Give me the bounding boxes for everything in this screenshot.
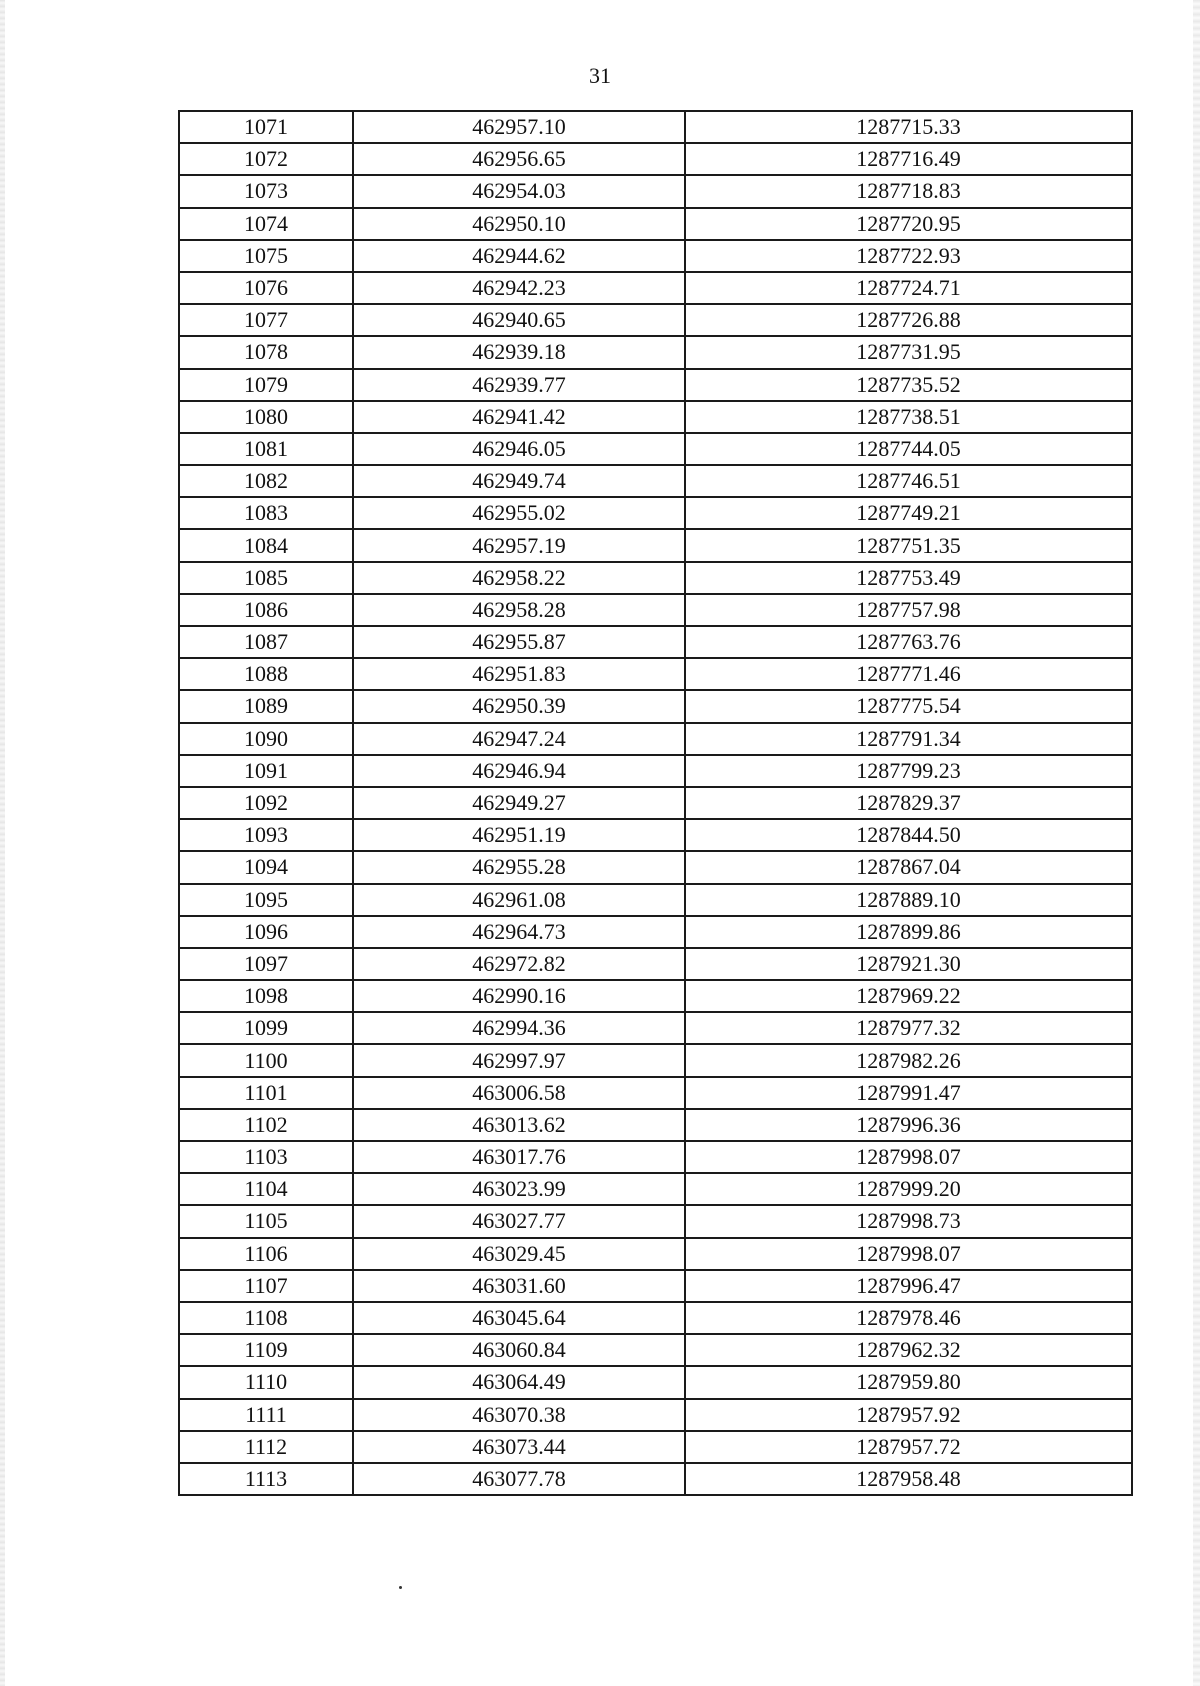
x-coordinate-cell: 462961.08 bbox=[353, 884, 685, 916]
y-coordinate-cell: 1287775.54 bbox=[685, 690, 1132, 722]
y-coordinate-cell: 1287763.76 bbox=[685, 626, 1132, 658]
table-row bbox=[179, 690, 1132, 722]
point-number-cell: 1078 bbox=[179, 336, 353, 368]
table-row bbox=[179, 208, 1132, 240]
point-number-cell: 1089 bbox=[179, 690, 353, 722]
x-coordinate-cell: 462964.73 bbox=[353, 916, 685, 948]
point-number-cell: 1073 bbox=[179, 175, 353, 207]
x-coordinate-cell: 462951.83 bbox=[353, 658, 685, 690]
point-number-cell: 1092 bbox=[179, 787, 353, 819]
x-coordinate-cell: 462951.19 bbox=[353, 819, 685, 851]
point-number-cell: 1107 bbox=[179, 1270, 353, 1302]
y-coordinate-cell: 1287921.30 bbox=[685, 948, 1132, 980]
page-number: 31 bbox=[589, 63, 611, 88]
table-row bbox=[179, 1302, 1132, 1334]
y-coordinate-cell: 1287959.80 bbox=[685, 1366, 1132, 1398]
x-coordinate-cell: 463060.84 bbox=[353, 1334, 685, 1366]
table-row bbox=[179, 658, 1132, 690]
x-coordinate-cell: 462955.87 bbox=[353, 626, 685, 658]
y-coordinate-cell: 1287746.51 bbox=[685, 465, 1132, 497]
table-row bbox=[179, 1077, 1132, 1109]
x-coordinate-cell: 462949.74 bbox=[353, 465, 685, 497]
point-number-cell: 1081 bbox=[179, 433, 353, 465]
point-number-cell: 1083 bbox=[179, 497, 353, 529]
point-number-cell: 1111 bbox=[179, 1399, 353, 1431]
x-coordinate-cell: 462946.94 bbox=[353, 755, 685, 787]
table-row bbox=[179, 304, 1132, 336]
x-coordinate-cell: 462955.02 bbox=[353, 497, 685, 529]
table-row bbox=[179, 819, 1132, 851]
y-coordinate-cell: 1287716.49 bbox=[685, 143, 1132, 175]
x-coordinate-cell: 462994.36 bbox=[353, 1012, 685, 1044]
x-coordinate-cell: 462949.27 bbox=[353, 787, 685, 819]
y-coordinate-cell: 1287751.35 bbox=[685, 529, 1132, 561]
point-number-cell: 1096 bbox=[179, 916, 353, 948]
table-row bbox=[179, 562, 1132, 594]
y-coordinate-cell: 1287998.07 bbox=[685, 1238, 1132, 1270]
table-row bbox=[179, 240, 1132, 272]
x-coordinate-cell: 463073.44 bbox=[353, 1431, 685, 1463]
x-coordinate-cell: 463023.99 bbox=[353, 1173, 685, 1205]
y-coordinate-cell: 1287957.92 bbox=[685, 1399, 1132, 1431]
x-coordinate-cell: 462957.19 bbox=[353, 529, 685, 561]
point-number-cell: 1106 bbox=[179, 1238, 353, 1270]
x-coordinate-cell: 462954.03 bbox=[353, 175, 685, 207]
table-row bbox=[179, 1173, 1132, 1205]
point-number-cell: 1095 bbox=[179, 884, 353, 916]
table-row bbox=[179, 433, 1132, 465]
point-number-cell: 1086 bbox=[179, 594, 353, 626]
x-coordinate-cell: 463006.58 bbox=[353, 1077, 685, 1109]
x-coordinate-cell: 462958.28 bbox=[353, 594, 685, 626]
y-coordinate-cell: 1287791.34 bbox=[685, 723, 1132, 755]
x-coordinate-cell: 462941.42 bbox=[353, 401, 685, 433]
point-number-cell: 1088 bbox=[179, 658, 353, 690]
table-row bbox=[179, 175, 1132, 207]
table-row bbox=[179, 336, 1132, 368]
point-number-cell: 1093 bbox=[179, 819, 353, 851]
y-coordinate-cell: 1287715.33 bbox=[685, 111, 1132, 143]
table-row bbox=[179, 884, 1132, 916]
y-coordinate-cell: 1287829.37 bbox=[685, 787, 1132, 819]
table-row bbox=[179, 1141, 1132, 1173]
x-coordinate-cell: 462990.16 bbox=[353, 980, 685, 1012]
table-row bbox=[179, 723, 1132, 755]
table-row bbox=[179, 401, 1132, 433]
y-coordinate-cell: 1287957.72 bbox=[685, 1431, 1132, 1463]
point-number-cell: 1087 bbox=[179, 626, 353, 658]
coordinate-table-body bbox=[179, 111, 1132, 1495]
x-coordinate-cell: 463017.76 bbox=[353, 1141, 685, 1173]
y-coordinate-cell: 1287738.51 bbox=[685, 401, 1132, 433]
y-coordinate-cell: 1287958.48 bbox=[685, 1463, 1132, 1495]
y-coordinate-cell: 1287982.26 bbox=[685, 1044, 1132, 1076]
point-number-cell: 1098 bbox=[179, 980, 353, 1012]
x-coordinate-cell: 462956.65 bbox=[353, 143, 685, 175]
x-coordinate-cell: 462972.82 bbox=[353, 948, 685, 980]
table-row bbox=[179, 1044, 1132, 1076]
y-coordinate-cell: 1287844.50 bbox=[685, 819, 1132, 851]
y-coordinate-cell: 1287998.07 bbox=[685, 1141, 1132, 1173]
table-row bbox=[179, 851, 1132, 883]
coordinate-table bbox=[178, 110, 1133, 1496]
table-row bbox=[179, 755, 1132, 787]
y-coordinate-cell: 1287991.47 bbox=[685, 1077, 1132, 1109]
x-coordinate-cell: 462939.77 bbox=[353, 369, 685, 401]
point-number-cell: 1094 bbox=[179, 851, 353, 883]
table-row bbox=[179, 1238, 1132, 1270]
x-coordinate-cell: 463045.64 bbox=[353, 1302, 685, 1334]
point-number-cell: 1074 bbox=[179, 208, 353, 240]
point-number-cell: 1077 bbox=[179, 304, 353, 336]
point-number-cell: 1082 bbox=[179, 465, 353, 497]
point-number-cell: 1104 bbox=[179, 1173, 353, 1205]
y-coordinate-cell: 1287799.23 bbox=[685, 755, 1132, 787]
table-row bbox=[179, 1205, 1132, 1237]
point-number-cell: 1079 bbox=[179, 369, 353, 401]
scan-edge-left bbox=[0, 0, 5, 1686]
x-coordinate-cell: 462942.23 bbox=[353, 272, 685, 304]
x-coordinate-cell: 462958.22 bbox=[353, 562, 685, 594]
x-coordinate-cell: 463027.77 bbox=[353, 1205, 685, 1237]
y-coordinate-cell: 1287757.98 bbox=[685, 594, 1132, 626]
point-number-cell: 1112 bbox=[179, 1431, 353, 1463]
table-row bbox=[179, 1012, 1132, 1044]
y-coordinate-cell: 1287753.49 bbox=[685, 562, 1132, 594]
y-coordinate-cell: 1287978.46 bbox=[685, 1302, 1132, 1334]
table-row bbox=[179, 1270, 1132, 1302]
table-row bbox=[179, 1463, 1132, 1495]
table-row bbox=[179, 497, 1132, 529]
point-number-cell: 1103 bbox=[179, 1141, 353, 1173]
table-row bbox=[179, 594, 1132, 626]
x-coordinate-cell: 462946.05 bbox=[353, 433, 685, 465]
table-row bbox=[179, 1431, 1132, 1463]
y-coordinate-cell: 1287996.47 bbox=[685, 1270, 1132, 1302]
y-coordinate-cell: 1287726.88 bbox=[685, 304, 1132, 336]
point-number-cell: 1108 bbox=[179, 1302, 353, 1334]
x-coordinate-cell: 463013.62 bbox=[353, 1109, 685, 1141]
point-number-cell: 1101 bbox=[179, 1077, 353, 1109]
y-coordinate-cell: 1287977.32 bbox=[685, 1012, 1132, 1044]
scan-edge-right bbox=[1193, 0, 1200, 1686]
x-coordinate-cell: 463029.45 bbox=[353, 1238, 685, 1270]
y-coordinate-cell: 1287962.32 bbox=[685, 1334, 1132, 1366]
x-coordinate-cell: 462997.97 bbox=[353, 1044, 685, 1076]
point-number-cell: 1100 bbox=[179, 1044, 353, 1076]
x-coordinate-cell: 462950.39 bbox=[353, 690, 685, 722]
table-row bbox=[179, 529, 1132, 561]
x-coordinate-cell: 463077.78 bbox=[353, 1463, 685, 1495]
point-number-cell: 1091 bbox=[179, 755, 353, 787]
point-number-cell: 1105 bbox=[179, 1205, 353, 1237]
y-coordinate-cell: 1287889.10 bbox=[685, 884, 1132, 916]
x-coordinate-cell: 462940.65 bbox=[353, 304, 685, 336]
point-number-cell: 1071 bbox=[179, 111, 353, 143]
table-row bbox=[179, 787, 1132, 819]
y-coordinate-cell: 1287744.05 bbox=[685, 433, 1132, 465]
y-coordinate-cell: 1287899.86 bbox=[685, 916, 1132, 948]
point-number-cell: 1109 bbox=[179, 1334, 353, 1366]
point-number-cell: 1097 bbox=[179, 948, 353, 980]
x-coordinate-cell: 463070.38 bbox=[353, 1399, 685, 1431]
y-coordinate-cell: 1287722.93 bbox=[685, 240, 1132, 272]
point-number-cell: 1085 bbox=[179, 562, 353, 594]
x-coordinate-cell: 462955.28 bbox=[353, 851, 685, 883]
table-row bbox=[179, 980, 1132, 1012]
point-number-cell: 1080 bbox=[179, 401, 353, 433]
table-row bbox=[179, 1399, 1132, 1431]
y-coordinate-cell: 1287867.04 bbox=[685, 851, 1132, 883]
x-coordinate-cell: 462944.62 bbox=[353, 240, 685, 272]
point-number-cell: 1110 bbox=[179, 1366, 353, 1398]
x-coordinate-cell: 463064.49 bbox=[353, 1366, 685, 1398]
y-coordinate-cell: 1287771.46 bbox=[685, 658, 1132, 690]
table-row bbox=[179, 1366, 1132, 1398]
point-number-cell: 1099 bbox=[179, 1012, 353, 1044]
x-coordinate-cell: 462939.18 bbox=[353, 336, 685, 368]
x-coordinate-cell: 462947.24 bbox=[353, 723, 685, 755]
y-coordinate-cell: 1287996.36 bbox=[685, 1109, 1132, 1141]
y-coordinate-cell: 1287749.21 bbox=[685, 497, 1132, 529]
table-row bbox=[179, 948, 1132, 980]
point-number-cell: 1084 bbox=[179, 529, 353, 561]
y-coordinate-cell: 1287999.20 bbox=[685, 1173, 1132, 1205]
table-row bbox=[179, 916, 1132, 948]
point-number-cell: 1102 bbox=[179, 1109, 353, 1141]
y-coordinate-cell: 1287724.71 bbox=[685, 272, 1132, 304]
table-row bbox=[179, 111, 1132, 143]
point-number-cell: 1076 bbox=[179, 272, 353, 304]
point-number-cell: 1075 bbox=[179, 240, 353, 272]
y-coordinate-cell: 1287969.22 bbox=[685, 980, 1132, 1012]
table-row bbox=[179, 465, 1132, 497]
table-row bbox=[179, 1334, 1132, 1366]
y-coordinate-cell: 1287720.95 bbox=[685, 208, 1132, 240]
stray-dot bbox=[399, 1586, 402, 1589]
x-coordinate-cell: 463031.60 bbox=[353, 1270, 685, 1302]
y-coordinate-cell: 1287731.95 bbox=[685, 336, 1132, 368]
y-coordinate-cell: 1287735.52 bbox=[685, 369, 1132, 401]
point-number-cell: 1113 bbox=[179, 1463, 353, 1495]
x-coordinate-cell: 462950.10 bbox=[353, 208, 685, 240]
table-row bbox=[179, 143, 1132, 175]
table-row bbox=[179, 626, 1132, 658]
table-row bbox=[179, 1109, 1132, 1141]
point-number-cell: 1072 bbox=[179, 143, 353, 175]
y-coordinate-cell: 1287998.73 bbox=[685, 1205, 1132, 1237]
table-row bbox=[179, 272, 1132, 304]
x-coordinate-cell: 462957.10 bbox=[353, 111, 685, 143]
table-row bbox=[179, 369, 1132, 401]
point-number-cell: 1090 bbox=[179, 723, 353, 755]
y-coordinate-cell: 1287718.83 bbox=[685, 175, 1132, 207]
